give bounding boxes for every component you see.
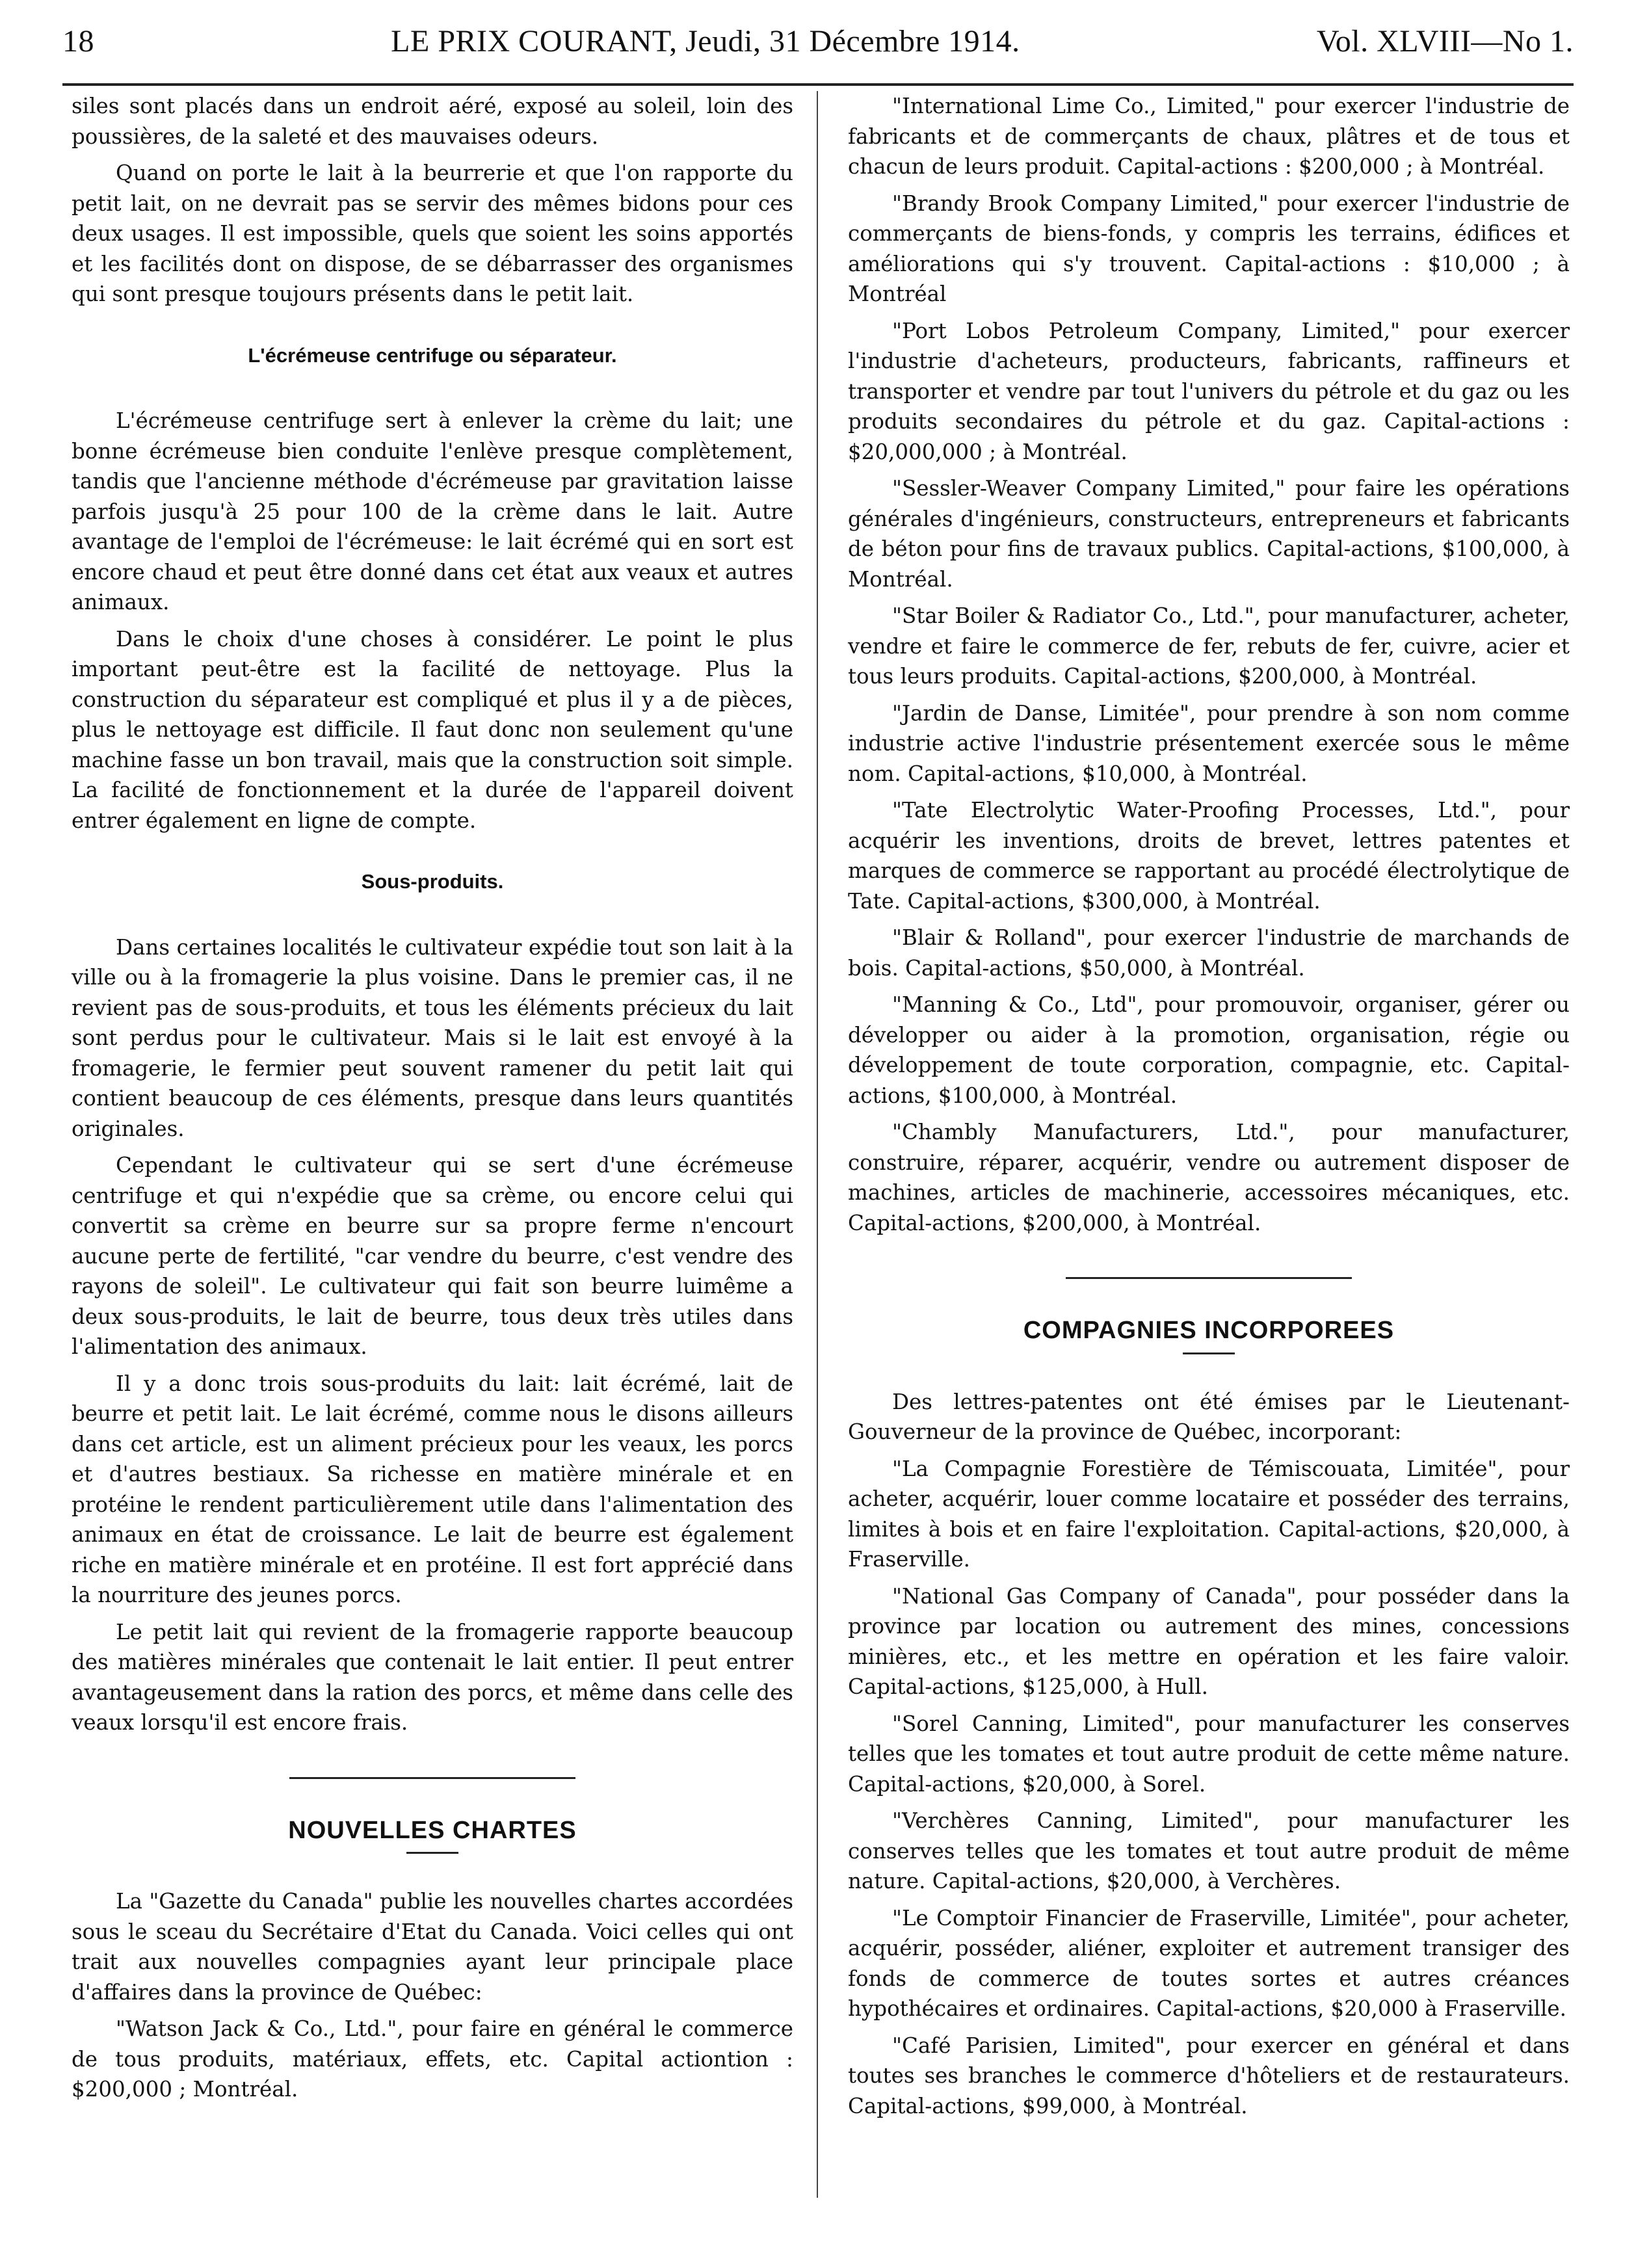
company-entry: "La Compagnie Forestière de Témiscouata, Limitée", pour acheter, acquérir, louer comme locataire et posséder des terrains, limites à bois et en faire l'exploitation. Capital-actions, $20,000, à Fraserville. xyxy=(848,1456,1570,1572)
section-heading-ecremeuse: L'écrémeuse centrifuge ou séparateur. xyxy=(248,343,617,367)
charter-entry: "Sessler-Weaver Company Limited," pour faire les opérations générales d'ingénieurs, constructeurs, entrepreneurs et fabricants de béton pour fins de travaux publics. Capital-actions, $100,000, à Montréal. xyxy=(848,476,1570,592)
paragraph: L'écrémeuse centrifuge sert à enlever la crème du lait; une bonne écrémeuse bien conduite l'enlève presque complètement, tandis que l'ancienne méthode d'écrémeuse par gravitation laisse parfois jusqu'à 25 pour 100 de la crème dans le lait. Autre avantage de l'emploi de l'écrémeuse: le lait écrémé qui en sort est encore chaud et peut être donné dans cet état aux veaux et autres animaux. xyxy=(72,408,793,614)
company-entry: "Le Comptoir Financier de Fraserville, Limitée", pour acheter, acquérir, posséder, aliéner, exploiter et autrement transiger des fonds de commerce de toutes sortes et autres créances hypothécaires et ordinaires. Capital-actions, $20,000 à Fraserville. xyxy=(848,1905,1570,2021)
paragraph: Il y a donc trois sous-produits du lait: lait écrémé, lait de beurre et petit lait. Le lait écrémé, comme nous le disons ailleurs dans cet article, est un aliment précieux pour les veaux, les porcs et d'autres bestiaux. Sa richesse en matière minérale et en protéine le rendent particulièrement utile dans l'alimentation des animaux en état de croissance. Le lait de beurre est également riche en matière minérale et en protéine. Il est fort apprécié dans la nourriture des jeunes porcs. xyxy=(72,1371,793,1607)
paragraph: Le petit lait qui revient de la fromagerie rapporte beaucoup des matières minérales que contenait le lait entier. Il peut entrer avantageusement dans la ration des porcs, et même dans celle des veaux lorsqu'il est encore frais. xyxy=(72,1619,793,1735)
heading-underline xyxy=(1183,1352,1235,1354)
paragraph: Dans certaines localités le cultivateur expédie tout son lait à la ville ou à la fromagerie la plus voisine. Dans le premier cas, il ne revient pas de sous-produits, et tous les éléments précieux du lait sont perdus pour le cultivateur. Mais si le lait est envoyé à la fromagerie, le fermier peut souvent ramener du petit lait qui contient beaucoup de ces éléments, presque dans leurs quantités originales. xyxy=(72,934,793,1141)
charter-entry: "Tate Electrolytic Water-Proofing Processes, Ltd.", pour acquérir les inventions, droits de brevet, lettres patentes et marques de commerce se rapportant au procédé électrolytique de Tate. Capital-actions, $300,000, à Montréal. xyxy=(848,798,1570,914)
section-divider xyxy=(289,1777,575,1779)
page-number: 18 xyxy=(62,24,94,59)
paragraph: Cependant le cultivateur qui se sert d'une écrémeuse centrifuge et qui n'expédie que sa crème, ou encore celui qui convertit sa crème en beurre sur sa propre ferme n'encourt aucune perte de fertilité, "car vendre du beurre, c'est vendre des rayons de soleil". Le cultivateur qui fait son beurre luimême a deux sous-produits, le lait de beurre, tous deux très utiles dans l'alimentation des animaux. xyxy=(72,1153,793,1359)
charter-entry: "Chambly Manufacturers, Ltd.", pour manufacturer, construire, réparer, acquérir, vendre ou autrement disposer de machines, articles de machinerie, accessoires mécaniques, etc. Capital-actions, $200,000, à Montréal. xyxy=(848,1120,1570,1235)
masthead-title: LE PRIX COURANT, Jeudi, 31 Décembre 1914. xyxy=(391,24,1020,59)
charter-entry: "Jardin de Danse, Limitée", pour prendre à son nom comme industrie active l'industrie présentement exercée sous le même nom. Capital-actions, $10,000, à Montréal. xyxy=(848,700,1570,786)
volume-number: Vol. XLVIII—No 1. xyxy=(1316,24,1574,59)
charter-entry: "International Lime Co., Limited," pour exercer l'industrie de fabricants et de commerçants de chaux, plâtres et de tous et chacun de leurs produit. Capital-actions : $200,000 ; à Montréal. xyxy=(848,94,1570,179)
paragraph: Des lettres-patentes ont été émises par le Lieutenant-Gouverneur de la province de Québec, incorporant: xyxy=(848,1389,1570,1444)
paragraph: La "Gazette du Canada" publie les nouvelles chartes accordées sous le sceau du Secrétaire d'Etat du Canada. Voici celles qui ont trait aux nouvelles compagnies ayant leur principale place d'affaires dans la province de Québec: xyxy=(72,1889,793,2005)
company-entry: "Sorel Canning, Limited", pour manufacturer les conserves telles que les tomates et tout autre produit de cette même nature. Capital-actions, $20,000, à Sorel. xyxy=(848,1711,1570,1797)
paragraph: siles sont placés dans un endroit aéré, exposé au soleil, loin des poussières, de la saleté et des mauvaises odeurs. xyxy=(72,94,793,149)
left-column xyxy=(72,91,793,2111)
charter-entry: "Port Lobos Petroleum Company, Limited," pour exercer l'industrie d'acheteurs, producteurs, fabricants, raffineurs et transporter et vendre par tout l'univers du pétrole et du gaz ou les produits secondaires du pétrole et du gaz. Capital-actions : $20,000,000 ; à Montréal. xyxy=(848,318,1570,464)
page-header xyxy=(62,23,1574,75)
paragraph: Quand on porte le lait à la beurrerie et que l'on rapporte du petit lait, on ne devrait pas se servir des mêmes bidons pour ces deux usages. Il est impossible, quels que soient les soins apportés et les facilités dont on dispose, de se débarrasser des organismes qui sont presque toujours présents dans le petit lait. xyxy=(72,161,793,306)
section-heading-nouvelles-chartes: NOUVELLES CHARTES xyxy=(288,1816,577,1844)
charter-entry: "Brandy Brook Company Limited," pour exercer l'industrie de commerçants de biens-fonds, y compris les terrains, édifices et améliorations qui s'y trouvent. Capital-actions : $10,000 ; à Montréal xyxy=(848,191,1570,306)
charter-entry: "Star Boiler & Radiator Co., Ltd.", pour manufacturer, acheter, vendre et faire le commerce de fer, rebuts de fer, cuivre, acier et tous leurs produits. Capital-actions, $200,000, à Montréal. xyxy=(848,603,1570,689)
right-column xyxy=(848,91,1570,2128)
section-divider xyxy=(1066,1277,1352,1279)
charter-entry: "Blair & Rolland", pour exercer l'industrie de marchands de bois. Capital-actions, $50,000, à Montréal. xyxy=(848,925,1570,981)
header-rule xyxy=(62,83,1574,86)
column-divider xyxy=(817,91,818,2198)
section-heading-sous-produits: Sous-produits. xyxy=(361,870,504,893)
paragraph: Dans le choix d'une choses à considérer. Le point le plus important peut-être est la facilité de nettoyage. Plus la construction du séparateur est compliqué et plus il y a de pièces, plus le nettoyage est difficile. Il faut donc non seulement qu'une machine fasse un bon travail, mais que la construction soit simple. La facilité de fonctionnement et la durée de l'appareil doivent entrer également en ligne de compte. xyxy=(72,626,793,833)
company-entry: "National Gas Company of Canada", pour posséder dans la province par location ou autrement des mines, concessions minières, etc., et les mettre en opération et les faire valoir. Capital-actions, $125,000, à Hull. xyxy=(848,1583,1570,1699)
paragraph: "Watson Jack & Co., Ltd.", pour faire en général le commerce de tous produits, matériaux, effets, etc. Capital actiontion : $200,000 ; Montréal. xyxy=(72,2016,793,2102)
charter-entry: "Manning & Co., Ltd", pour promouvoir, organiser, gérer ou développer ou aider à la promotion, organisation, régie ou développement de toute corporation, compagnie, etc. Capital-actions, $100,000, à Montréal. xyxy=(848,992,1570,1108)
section-heading-compagnies-incorporees: COMPAGNIES INCORPOREES xyxy=(1023,1317,1395,1344)
company-entry: "Café Parisien, Limited", pour exercer en général et dans toutes ses branches le commerce d'hôteliers et de restaurateurs. Capital-actions, $99,000, à Montréal. xyxy=(848,2033,1570,2118)
company-entry: "Verchères Canning, Limited", pour manufacturer les conserves telles que les tomates et tout autre produit de même nature. Capital-actions, $20,000, à Verchères. xyxy=(848,1808,1570,1893)
heading-underline xyxy=(406,1852,458,1854)
